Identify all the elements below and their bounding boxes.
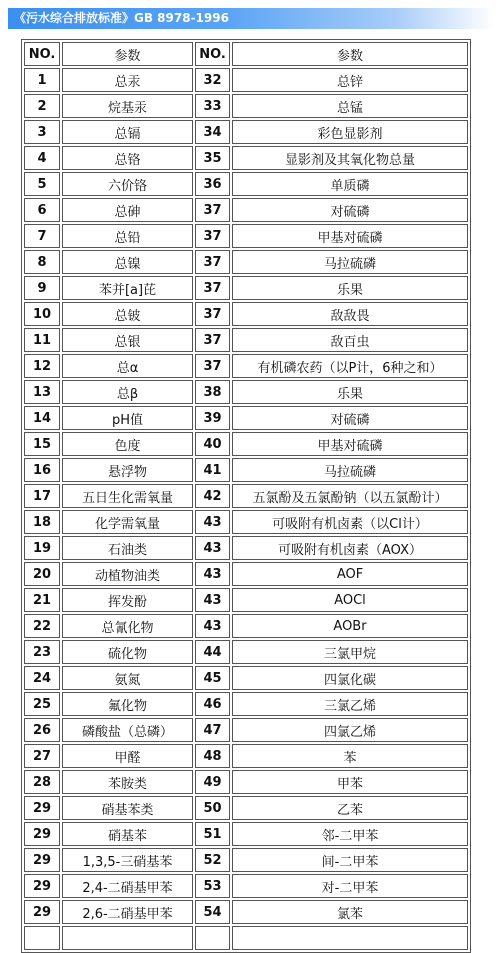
table-row [24, 484, 468, 508]
parameter-right: AOCl [232, 588, 468, 612]
row-number-right: 42 [195, 484, 230, 508]
table-row [24, 302, 468, 326]
table-row [24, 796, 468, 820]
row-number-right: 43 [195, 588, 230, 612]
parameter-left: 总砷 [62, 198, 193, 222]
table-row [24, 822, 468, 846]
row-number-left: 10 [24, 302, 60, 326]
parameter-right: 甲基对硫磷 [232, 432, 468, 456]
table-row [24, 224, 468, 248]
parameter-right: 可吸附有机卤素（以Cl计） [232, 510, 468, 534]
row-number-right: 49 [195, 770, 230, 794]
parameter-left: 总铬 [62, 146, 193, 170]
row-number-right: 53 [195, 874, 230, 898]
table-header-row [24, 42, 468, 66]
table-row [24, 900, 468, 924]
row-number-right: 37 [195, 250, 230, 274]
parameter-left: 石油类 [62, 536, 193, 560]
row-number-right: 32 [195, 68, 230, 92]
table-row [24, 510, 468, 534]
header-no-right: NO. [195, 42, 230, 66]
row-number-left: 22 [24, 614, 60, 638]
parameter-right: AOF [232, 562, 468, 586]
table-row [24, 458, 468, 482]
row-number-right: 36 [195, 172, 230, 196]
parameter-left: 悬浮物 [62, 458, 193, 482]
table-row [24, 562, 468, 586]
parameter-left: 五日生化需氧量 [62, 484, 193, 508]
parameter-right: 总锰 [232, 94, 468, 118]
parameter-left: 总β [62, 380, 193, 404]
table-row [24, 328, 468, 352]
parameter-right: 马拉硫磷 [232, 250, 468, 274]
standard-title: 《污水综合排放标准》GB 8978-1996 [8, 8, 494, 29]
parameter-left: 磷酸盐（总磷） [62, 718, 193, 742]
header-param-left: 参数 [62, 42, 193, 66]
row-number-left: 12 [24, 354, 60, 378]
parameter-right: 三氯乙烯 [232, 692, 468, 716]
parameter-table [21, 39, 471, 953]
parameter-left [62, 926, 193, 950]
table-row [24, 94, 468, 118]
row-number-left: 5 [24, 172, 60, 196]
parameter-left: 动植物油类 [62, 562, 193, 586]
table-row [24, 744, 468, 768]
row-number-left: 29 [24, 848, 60, 872]
row-number-right: 43 [195, 614, 230, 638]
row-number-left: 21 [24, 588, 60, 612]
parameter-right: 甲苯 [232, 770, 468, 794]
table-row [24, 718, 468, 742]
parameter-right: 敌敌畏 [232, 302, 468, 326]
table-row [24, 380, 468, 404]
parameter-left: 总镉 [62, 120, 193, 144]
row-number-left: 14 [24, 406, 60, 430]
row-number-right: 38 [195, 380, 230, 404]
header-param-right: 参数 [232, 42, 468, 66]
row-number-left: 11 [24, 328, 60, 352]
table-row [24, 614, 468, 638]
table-row [24, 146, 468, 170]
parameter-right: 有机磷农药（以P计，6种之和） [232, 354, 468, 378]
row-number-left: 29 [24, 796, 60, 820]
parameter-right: 苯 [232, 744, 468, 768]
parameter-left: 2,4-二硝基甲苯 [62, 874, 193, 898]
row-number-right: 44 [195, 640, 230, 664]
row-number-left: 23 [24, 640, 60, 664]
row-number-left: 20 [24, 562, 60, 586]
parameter-left: 2,6-二硝基甲苯 [62, 900, 193, 924]
table-row [24, 926, 468, 950]
parameter-right [232, 926, 468, 950]
table-row [24, 848, 468, 872]
row-number-left: 24 [24, 666, 60, 690]
parameter-right: 对硫磷 [232, 198, 468, 222]
row-number-right: 43 [195, 562, 230, 586]
row-number-right: 41 [195, 458, 230, 482]
parameter-left: 化学需氧量 [62, 510, 193, 534]
table-row [24, 406, 468, 430]
row-number-right: 33 [195, 94, 230, 118]
row-number-left: 19 [24, 536, 60, 560]
row-number-right: 52 [195, 848, 230, 872]
table-row [24, 432, 468, 456]
row-number-left: 18 [24, 510, 60, 534]
parameter-left: 1,3,5-三硝基苯 [62, 848, 193, 872]
parameter-left: 苯并[a]芘 [62, 276, 193, 300]
row-number-right: 47 [195, 718, 230, 742]
parameter-left: 总氰化物 [62, 614, 193, 638]
parameter-left: 总α [62, 354, 193, 378]
parameter-right: 三氯甲烷 [232, 640, 468, 664]
table-row [24, 874, 468, 898]
table-row [24, 172, 468, 196]
parameter-left: 总汞 [62, 68, 193, 92]
row-number-left: 6 [24, 198, 60, 222]
row-number-left: 16 [24, 458, 60, 482]
row-number-left [24, 926, 60, 950]
row-number-right: 54 [195, 900, 230, 924]
row-number-right: 45 [195, 666, 230, 690]
table-row [24, 250, 468, 274]
parameter-right: 对硫磷 [232, 406, 468, 430]
row-number-right: 37 [195, 198, 230, 222]
table-row [24, 354, 468, 378]
parameter-left: 烷基汞 [62, 94, 193, 118]
parameter-right: 单质磷 [232, 172, 468, 196]
row-number-left: 7 [24, 224, 60, 248]
table-row [24, 588, 468, 612]
parameter-right: 总锌 [232, 68, 468, 92]
row-number-left: 13 [24, 380, 60, 404]
row-number-left: 9 [24, 276, 60, 300]
table-row [24, 68, 468, 92]
row-number-right [195, 926, 230, 950]
table-row [24, 276, 468, 300]
parameter-right: 敌百虫 [232, 328, 468, 352]
table-row [24, 120, 468, 144]
parameter-left: 六价铬 [62, 172, 193, 196]
table-row [24, 666, 468, 690]
parameter-right: 乐果 [232, 276, 468, 300]
row-number-right: 37 [195, 302, 230, 326]
parameter-right: 乐果 [232, 380, 468, 404]
parameter-left: 氨氮 [62, 666, 193, 690]
row-number-right: 43 [195, 510, 230, 534]
row-number-right: 37 [195, 328, 230, 352]
row-number-right: 34 [195, 120, 230, 144]
parameter-left: 硝基苯类 [62, 796, 193, 820]
parameter-left: 硫化物 [62, 640, 193, 664]
parameter-table-container [21, 39, 471, 953]
parameter-left: 总铍 [62, 302, 193, 326]
row-number-left: 4 [24, 146, 60, 170]
row-number-right: 46 [195, 692, 230, 716]
row-number-right: 50 [195, 796, 230, 820]
row-number-left: 8 [24, 250, 60, 274]
row-number-left: 26 [24, 718, 60, 742]
row-number-right: 48 [195, 744, 230, 768]
row-number-left: 25 [24, 692, 60, 716]
row-number-left: 29 [24, 900, 60, 924]
row-number-left: 17 [24, 484, 60, 508]
parameter-right: 甲基对硫磷 [232, 224, 468, 248]
parameter-left: 苯胺类 [62, 770, 193, 794]
parameter-left: pH值 [62, 406, 193, 430]
row-number-right: 37 [195, 354, 230, 378]
row-number-right: 39 [195, 406, 230, 430]
parameter-right: 可吸附有机卤素（AOX） [232, 536, 468, 560]
parameter-right: 乙苯 [232, 796, 468, 820]
table-row [24, 198, 468, 222]
row-number-left: 29 [24, 874, 60, 898]
row-number-right: 43 [195, 536, 230, 560]
parameter-left: 氟化物 [62, 692, 193, 716]
table-row [24, 640, 468, 664]
parameter-right: 间-二甲苯 [232, 848, 468, 872]
parameter-right: 五氯酚及五氯酚钠（以五氯酚计） [232, 484, 468, 508]
row-number-right: 37 [195, 276, 230, 300]
table-row [24, 692, 468, 716]
row-number-right: 40 [195, 432, 230, 456]
parameter-right: 马拉硫磷 [232, 458, 468, 482]
row-number-left: 1 [24, 68, 60, 92]
table-body [24, 68, 468, 950]
parameter-right: 四氯乙烯 [232, 718, 468, 742]
parameter-right: 彩色显影剂 [232, 120, 468, 144]
row-number-left: 27 [24, 744, 60, 768]
header-no-left: NO. [24, 42, 60, 66]
parameter-left: 总镍 [62, 250, 193, 274]
parameter-right: 对-二甲苯 [232, 874, 468, 898]
parameter-right: 氯苯 [232, 900, 468, 924]
parameter-right: 邻-二甲苯 [232, 822, 468, 846]
parameter-left: 甲醛 [62, 744, 193, 768]
table-row [24, 770, 468, 794]
parameter-right: AOBr [232, 614, 468, 638]
row-number-right: 35 [195, 146, 230, 170]
parameter-left: 总铅 [62, 224, 193, 248]
parameter-left: 硝基苯 [62, 822, 193, 846]
row-number-left: 15 [24, 432, 60, 456]
row-number-right: 51 [195, 822, 230, 846]
parameter-left: 色度 [62, 432, 193, 456]
row-number-left: 28 [24, 770, 60, 794]
row-number-left: 2 [24, 94, 60, 118]
row-number-left: 29 [24, 822, 60, 846]
table-row [24, 536, 468, 560]
row-number-left: 3 [24, 120, 60, 144]
parameter-left: 挥发酚 [62, 588, 193, 612]
parameter-right: 四氯化碳 [232, 666, 468, 690]
row-number-right: 37 [195, 224, 230, 248]
parameter-right: 显影剂及其氧化物总量 [232, 146, 468, 170]
parameter-left: 总银 [62, 328, 193, 352]
